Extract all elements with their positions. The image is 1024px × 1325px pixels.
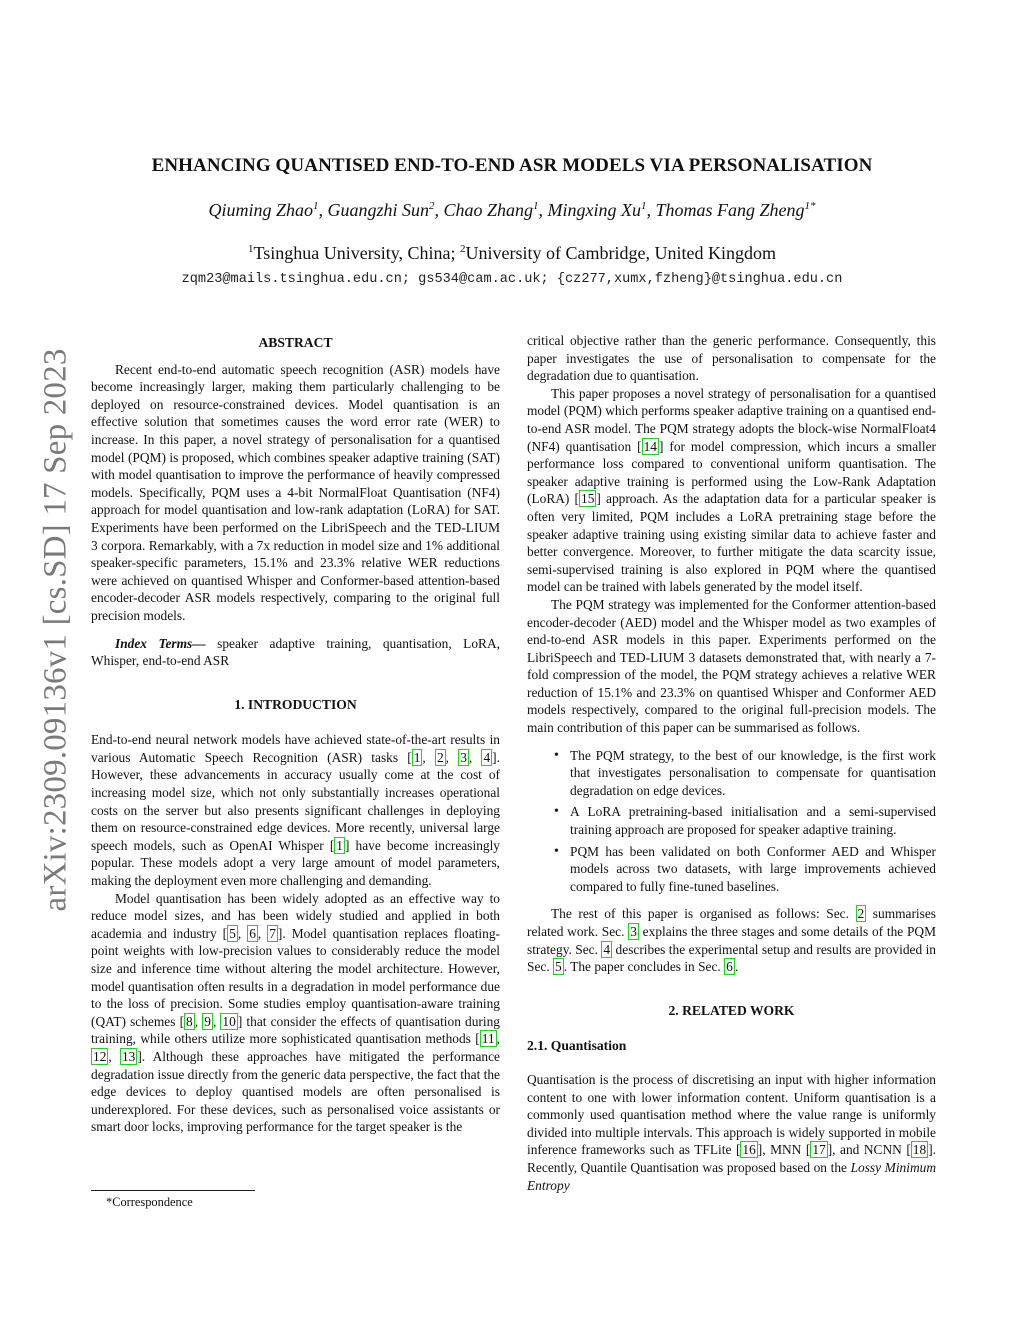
section-link[interactable]: 6 bbox=[726, 959, 733, 975]
citation-link[interactable]: 10 bbox=[222, 1013, 236, 1029]
citation-link[interactable]: 4 bbox=[483, 749, 491, 765]
intro-paragraph: The PQM strategy was implemented for the Conformer attention-based encoder-decoder (AED) model and the Whisper model as two examples of end-to-end ASR models in this paper. Experiments performed on the LibriSpeech and TED-LIUM 3 datasets demonstrated that, with nearly a 7-fold compression of the model, the PQM strategy achieves a relative WER reduction of 15.1% and 23.3% on quantised Whisper and Conformer AED models respectively, compared to the original full-precision models. The main contribution of this paper can be summarised as follows. bbox=[527, 596, 936, 736]
author-emails: zqm23@mails.tsinghua.edu.cn; gs534@cam.ac.uk; {cz277,xumx,fzheng}@tsinghua.edu.cn bbox=[181, 272, 843, 287]
intro-text: ]. Although these approaches have mitigated the performance degradation issue directly from the generic data perspective, the fact that the edge devices to deploy quantised models are often personalised is underexplored. For these devices, such as personalised voice assistants or smart door locks, improving performance for the target speaker is the bbox=[91, 1048, 500, 1135]
abstract-text: Recent end-to-end automatic speech recognition (ASR) models have become increasingly larger, making them particularly challenging to be deployed on resource-constrained devices. Model quantisation is an effective solution that sometimes causes the word error rate (WER) to increase. In this paper, a novel strategy of personalisation for a quantised model (PQM) is proposed, which combines speaker adaptive training (SAT) with model quantisation to improve the performance of heavily compressed models. Specifically, PQM uses a 4-bit NormalFloat Quantisation (NF4) approach for model quantisation and low-rank adaptation (LoRA) for SAT. Experiments have been performed on the LibriSpeech and the TED-LIUM 3 corpora. Remarkably, with a 7x reduction in model size and 1% additional speaker-specific parameters, 15.1% and 23.3% relative WER reductions were achieved on quantised Whisper and Conformer-based attention-based encoder-decoder ASR models respectively, comparing to the original full precision models. bbox=[91, 361, 500, 623]
intro-text: ] for model compression, which incurs a smaller performance loss compared to conventional uniform quantisation. The speaker adaptive training is performed using the Low-Rank Adaptation (LoRA) [ bbox=[527, 438, 936, 507]
intro-text: ] have become increasingly popular. These models adopt a very large amount of model parameters, making the deployment even more challenging and demanding. bbox=[91, 837, 500, 889]
index-terms-label: Index Terms— bbox=[115, 635, 206, 651]
intro-text: ]. However, these advancements in accuracy usually come at the cost of increasing model size, which not only substantially increases operational costs on the server but also presents significant challenges in deploying them on resource-constrained edge devices. More recently, universal large speech models, such as OpenAI Whisper [ bbox=[91, 749, 500, 853]
citation-link[interactable]: 8 bbox=[186, 1013, 193, 1029]
section-link[interactable]: 5 bbox=[555, 959, 562, 975]
separator: , bbox=[445, 749, 459, 765]
affiliation-mark: 2 bbox=[460, 243, 466, 255]
citation-link[interactable]: 7 bbox=[269, 925, 276, 941]
separator: , bbox=[257, 925, 268, 941]
separator: , bbox=[108, 1048, 120, 1064]
section-link[interactable]: 4 bbox=[603, 941, 611, 957]
citation-link[interactable]: 3 bbox=[460, 749, 467, 765]
intro-text: Model quantisation has been widely adopted as an effective way to reduce model sizes, and has been widely studied and applied in both academia and industry [ bbox=[91, 890, 500, 941]
intro-text: describes the experimental setup and results are provided in Sec. bbox=[527, 941, 936, 975]
contribution-item: • PQM has been validated on both Conformer AED and Whisper models across two datasets, with large improvements achieved compared to fully fine-tuned baselines. bbox=[527, 843, 936, 896]
index-terms-text: speaker adaptive training, quantisation, LoRA, Whisper, end-to-end ASR bbox=[91, 635, 500, 669]
citation-link[interactable]: 13 bbox=[121, 1048, 136, 1064]
author-mark: 2 bbox=[429, 200, 435, 212]
intro-paragraph bbox=[527, 385, 936, 596]
intro-paragraph bbox=[527, 905, 936, 975]
intro-text: End-to-end neural network models have achieved state-of-the-art results in various Automatic Speech Recognition (ASR) tasks [ bbox=[91, 732, 500, 765]
separator: , bbox=[496, 1031, 500, 1047]
quantisation-subheading: 2.1. Quantisation bbox=[527, 1038, 627, 1054]
intro-text: This paper proposes a novel strategy of personalisation for a quantised model (PQM) which performs speaker adaptive training on a quantised end-to-end ASR model. The PQM strategy adopts the block-wise NormalFloat4 (NF4) quantisation [ bbox=[527, 385, 936, 454]
separator: , bbox=[194, 1013, 203, 1029]
author-name: Chao Zhang bbox=[443, 200, 534, 220]
intro-text: summarises related work. Sec. bbox=[527, 906, 937, 939]
citation-link[interactable]: 5 bbox=[229, 925, 236, 941]
citation-link[interactable]: 14 bbox=[643, 438, 657, 454]
separator: , bbox=[468, 749, 482, 765]
intro-text: The rest of this paper is organised as follows: Sec. bbox=[551, 906, 856, 922]
separator: , bbox=[212, 1013, 221, 1029]
citation-link[interactable]: 12 bbox=[93, 1048, 107, 1064]
related-text: ], and NCNN [ bbox=[827, 1142, 911, 1158]
related-work-heading: 2. RELATED WORK bbox=[668, 1002, 795, 1018]
related-paragraph bbox=[527, 1071, 936, 1194]
arxiv-side-stamp bbox=[36, 300, 76, 960]
introduction-heading: 1. INTRODUCTION bbox=[234, 696, 357, 712]
related-text: ], MNN [ bbox=[757, 1142, 811, 1158]
section-link[interactable]: 2 bbox=[857, 906, 865, 922]
citation-link[interactable]: 9 bbox=[204, 1013, 211, 1029]
citation-link[interactable]: 6 bbox=[249, 925, 256, 941]
intro-paragraph bbox=[91, 890, 500, 1136]
related-text: Quantisation is the process of discretising an input with higher information content to one with lower information content. Uniform quantisation is a commonly used quantisation method where the value range is uniformly divided into multiple intervals. This approach is widely supported in mobile inference frameworks such as TFLite [ bbox=[527, 1071, 936, 1158]
author-mark: 1 bbox=[312, 200, 319, 212]
intro-text: . The paper concludes in Sec. bbox=[563, 959, 725, 975]
intro-text: . bbox=[734, 959, 739, 975]
intro-text: ]. Model quantisation replaces floating-point weights with low-precision values to considerably reduce the model size and inference time without altering the model architecture. However, model quantisation often results in a degradation in model performance due to the loss of precision. Some studies employ quantisation-aware training (QAT) schemes [ bbox=[91, 925, 500, 1029]
citation-link[interactable]: 1 bbox=[336, 837, 343, 853]
footnote-rule bbox=[91, 1190, 255, 1191]
arxiv-identifier: arXiv:2309.09136v1 [cs.SD] 17 Sep 2023 bbox=[37, 348, 74, 912]
right-column bbox=[527, 332, 936, 1194]
author-list: Qiuming Zhao$^1$, Guangzhi Sun$^2$, Chao Zhang$^1$, Mingxing Xu$^1$, Thomas Fang Zheng$^{1*}$ bbox=[208, 200, 816, 220]
citation-link[interactable]: 16 bbox=[742, 1142, 756, 1158]
affiliation-mark: 1 bbox=[247, 243, 254, 255]
related-text: ]. Recently, Quantile Quantisation was proposed based on the bbox=[527, 1142, 936, 1175]
separator: , bbox=[237, 925, 248, 941]
author-name: Guangzhi Sun bbox=[327, 200, 429, 220]
author-mark: 1 bbox=[533, 200, 539, 212]
author-name: Qiuming Zhao bbox=[208, 200, 313, 220]
affiliations bbox=[0, 243, 1024, 264]
intro-text: ] approach. As the adaptation data for a particular speaker is often very limited, PQM includes a LoRA pretraining stage before the speaker adaptive training using existing similar data to achieve faster and better convergence. Moreover, to further mitigate the data scarcity issue, semi-supervised training is also explored in PQM where the quantised model can be trained with labels generated by the model itself. bbox=[527, 491, 936, 595]
contribution-list bbox=[527, 747, 936, 896]
abstract-heading: ABSTRACT bbox=[258, 335, 333, 350]
author-name: Mingxing Xu bbox=[547, 200, 642, 220]
citation-link[interactable]: 15 bbox=[581, 491, 595, 507]
intro-text: explains the three stages and some details of the PQM strategy. Sec. bbox=[527, 924, 936, 957]
intro-paragraph bbox=[91, 731, 500, 889]
contribution-item: • A LoRA pretraining-based initialisation and a semi-supervised training approach are proposed for speaker adaptive training. bbox=[527, 803, 936, 838]
contribution-item: • The PQM strategy, to the best of our knowledge, is the first work that investigates personalisation to compensate for quantisation degradation on edge devices. bbox=[527, 747, 936, 800]
section-link[interactable]: 3 bbox=[630, 924, 637, 939]
affiliation-text: University of Cambridge, United Kingdom bbox=[465, 243, 777, 263]
citation-link[interactable]: 18 bbox=[912, 1142, 927, 1158]
citation-link[interactable]: 1 bbox=[413, 749, 421, 765]
citation-link[interactable]: 11 bbox=[481, 1031, 495, 1047]
author-name: Thomas Fang Zheng bbox=[655, 200, 805, 220]
intro-paragraph: critical objective rather than the generic performance. Consequently, this paper investigates the use of personalisation to compensate for the degradation due to quantisation. bbox=[527, 333, 936, 384]
affiliation-text: Tsinghua University, China; bbox=[253, 243, 461, 263]
footnote: *Correspondence bbox=[106, 1195, 193, 1209]
intro-text: ] that consider the effects of quantisation during training, while others utilize more sophisticated quantisation methods [ bbox=[91, 1013, 500, 1047]
citation-link[interactable]: 2 bbox=[436, 749, 444, 765]
author-mark: 1 bbox=[641, 200, 647, 212]
paper-title: ENHANCING QUANTISED END-TO-END ASR MODELS VIA PERSONALISATION bbox=[151, 155, 873, 176]
left-column bbox=[91, 334, 500, 1136]
emphasis-text: Lossy Minimum Entropy bbox=[527, 1159, 936, 1193]
author-mark: 1* bbox=[804, 200, 816, 212]
citation-link[interactable]: 17 bbox=[812, 1142, 826, 1158]
separator: , bbox=[422, 749, 435, 765]
index-terms bbox=[91, 635, 500, 670]
